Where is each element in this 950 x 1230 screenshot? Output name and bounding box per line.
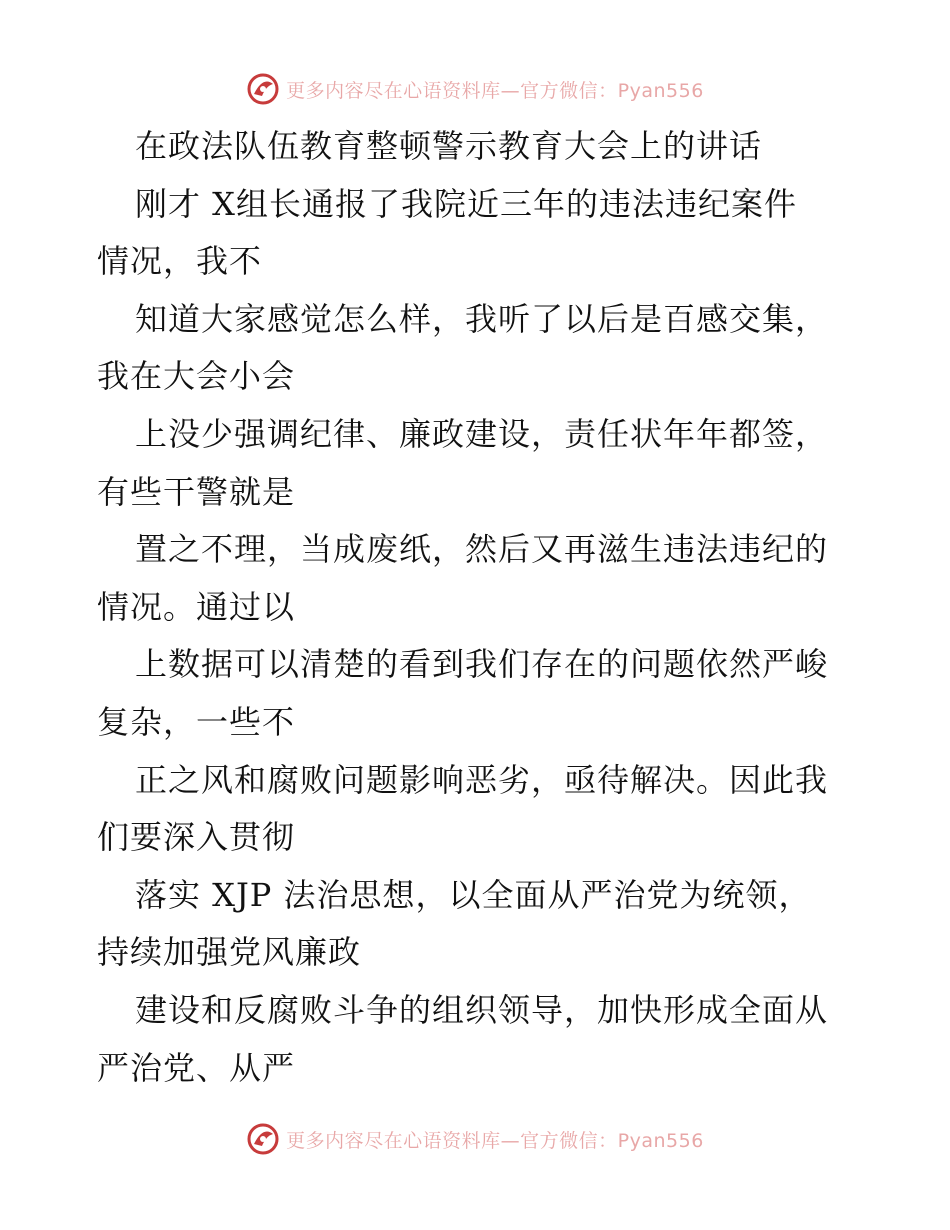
paragraph-line: 情况。通过以 <box>97 587 296 626</box>
paragraph-line: 持续加强党风廉政 <box>97 933 362 972</box>
paragraph-line: 我在大会小会 <box>97 357 296 396</box>
paragraph-line: 知道大家感觉怎么样，我听了以后是百感交集， <box>135 299 829 338</box>
paragraph-line: 正之风和腐败问题影响恶劣，亟待解决。因此我 <box>135 760 829 799</box>
paragraph-line: 落实 XJP 法治思想，以全面从严治党为统领， <box>135 875 812 914</box>
footer-watermark <box>0 1122 950 1156</box>
paragraph-line: 复杂，一些不 <box>97 702 296 741</box>
paragraph-line: 建设和反腐败斗争的组织领导，加快形成全面从 <box>135 990 829 1029</box>
document-title: 在政法队伍教育整顿警示教育大会上的讲话 <box>135 127 763 165</box>
paragraph-line: 刚才 X组长通报了我院近三年的违法违纪案件 <box>135 184 797 223</box>
document-body <box>97 118 867 1097</box>
paragraph-line: 置之不理，当成废纸，然后又再滋生违法违纪的 <box>135 530 829 569</box>
header-watermark <box>0 72 950 106</box>
paragraph-line: 严治党、从严 <box>97 1048 296 1087</box>
paragraph-line: 上没少强调纪律、廉政建设，责任状年年都签， <box>135 414 829 453</box>
watermark-text: 更多内容尽在心语资料库—官方微信：Pyan556 <box>286 1129 704 1152</box>
red-swirl-logo-icon <box>246 1122 280 1156</box>
watermark-text: 更多内容尽在心语资料库—官方微信：Pyan556 <box>286 79 704 102</box>
red-swirl-logo-icon <box>246 72 280 106</box>
paragraph-line: 们要深入贯彻 <box>97 818 296 857</box>
paragraph-line: 情况，我不 <box>97 242 263 281</box>
paragraph-line: 有些干警就是 <box>97 472 296 511</box>
paragraph-line: 上数据可以清楚的看到我们存在的问题依然严峻 <box>135 645 829 684</box>
